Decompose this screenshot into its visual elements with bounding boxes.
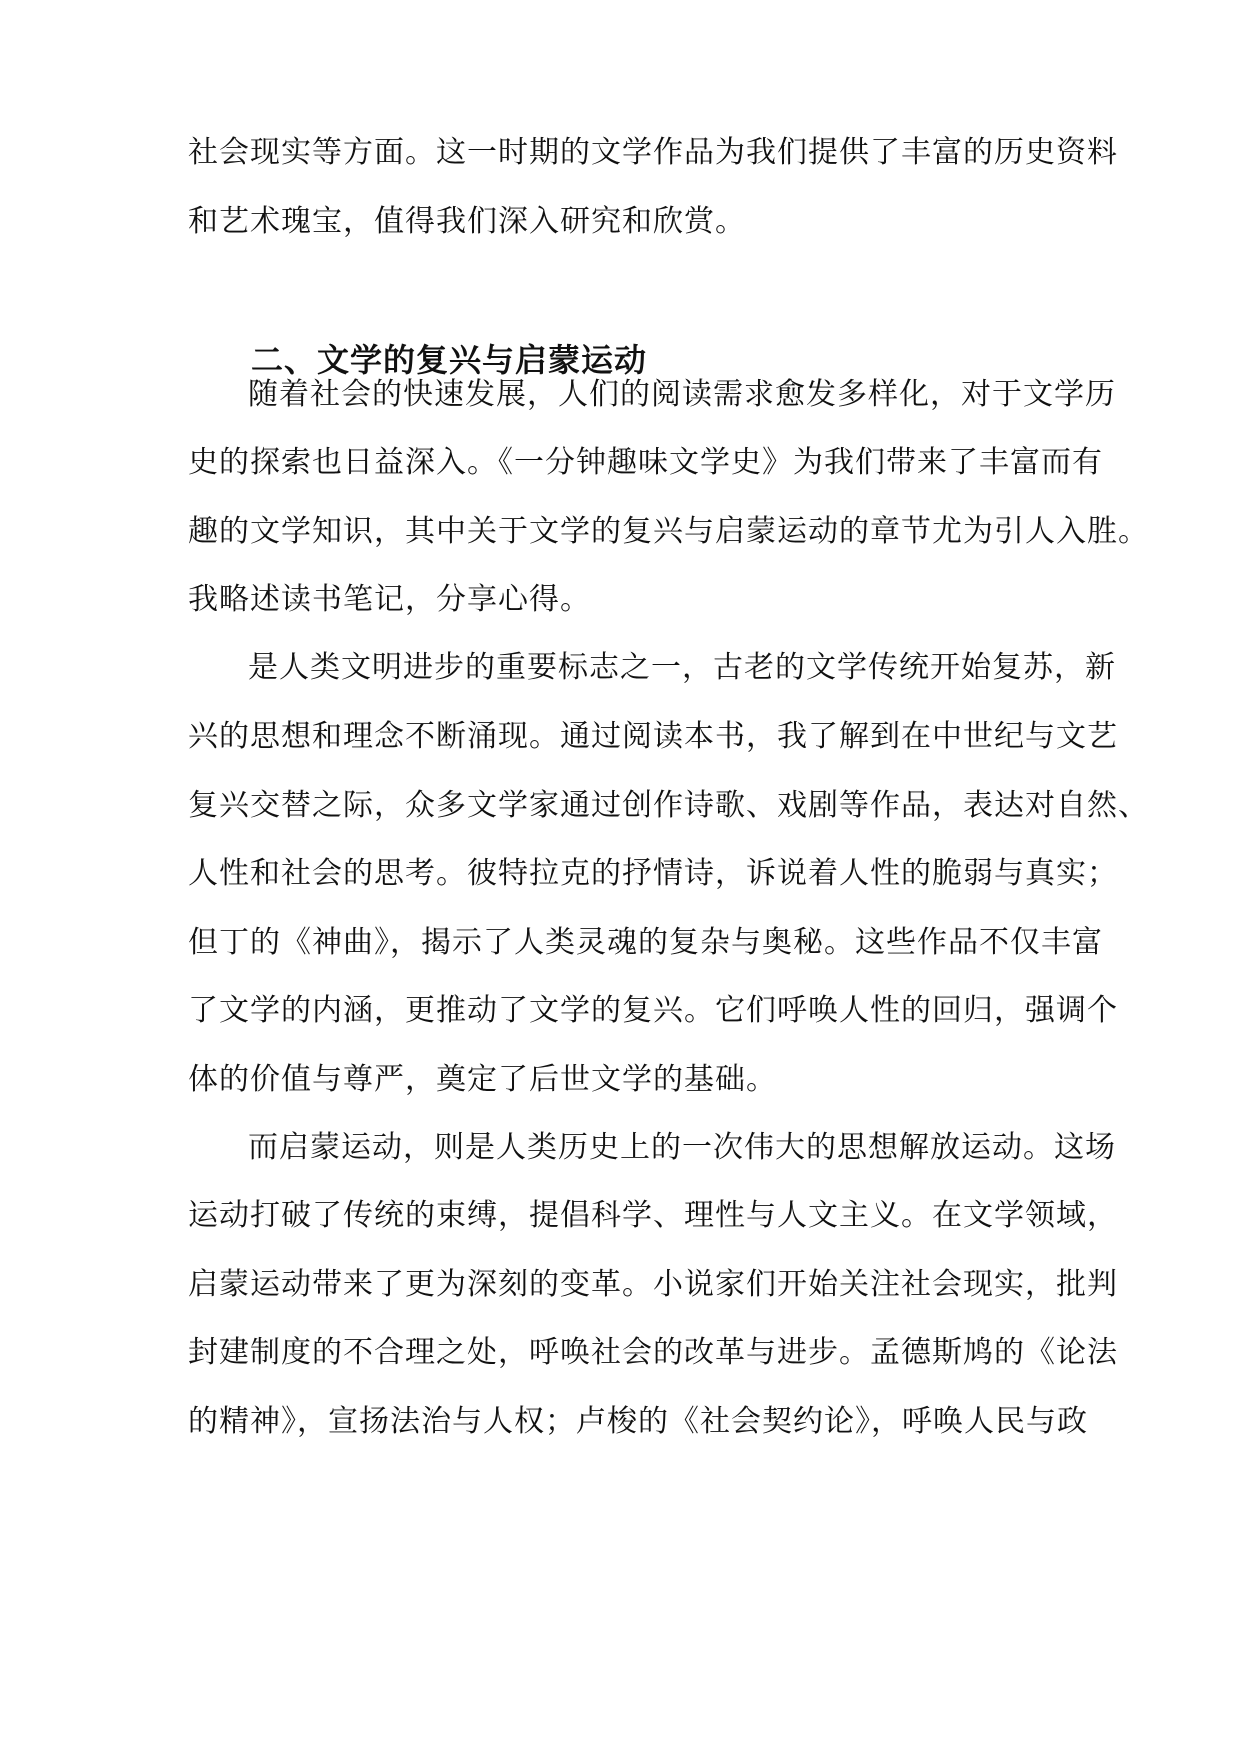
- body-line: 和艺术瑰宝，值得我们深入研究和欣赏。: [188, 204, 746, 239]
- paragraph-2-line: 但丁的《神曲》，揭示了人类灵魂的复杂与奥秘。这些作品不仅丰富: [188, 925, 1103, 960]
- paragraph-3-line: 的精神》，宣扬法治与人权；卢梭的《社会契约论》，呼唤人民与政: [188, 1404, 1088, 1439]
- body-line: 社会现实等方面。这一时期的文学作品为我们提供了丰富的历史资料: [188, 135, 1118, 170]
- paragraph-3-line: 而启蒙运动，则是人类历史上的一次伟大的思想解放运动。这场: [248, 1130, 1116, 1165]
- paragraph-3-line: 启蒙运动带来了更为深刻的变革。小说家们开始关注社会现实，批判: [188, 1267, 1118, 1302]
- paragraph-1-line: 随着社会的快速发展，人们的阅读需求愈发多样化，对于文学历: [248, 377, 1116, 412]
- paragraph-3-line: 运动打破了传统的束缚，提倡科学、理性与人文主义。在文学领域，: [188, 1198, 1118, 1233]
- paragraph-1-line: 我略述读书笔记，分享心得。: [188, 582, 591, 617]
- paragraph-2-line: 体的价值与尊严，奠定了后世文学的基础。: [188, 1062, 777, 1097]
- paragraph-2-line: 人性和社会的思考。彼特拉克的抒情诗，诉说着人性的脆弱与真实；: [188, 856, 1118, 891]
- paragraph-2-line: 复兴交替之际，众多文学家通过创作诗歌、戏剧等作品，表达对自然、: [188, 788, 1149, 823]
- paragraph-1-line: 趣的文学知识，其中关于文学的复兴与启蒙运动的章节尤为引人入胜。: [188, 514, 1149, 549]
- paragraph-2-line: 兴的思想和理念不断涌现。通过阅读本书，我了解到在中世纪与文艺: [188, 719, 1118, 754]
- paragraph-1-line: 史的探索也日益深入。《一分钟趣味文学史》为我们带来了丰富而有: [188, 445, 1103, 480]
- paragraph-2-line: 是人类文明进步的重要标志之一，古老的文学传统开始复苏，新: [248, 650, 1116, 685]
- paragraph-3-line: 封建制度的不合理之处，呼唤社会的改革与进步。孟德斯鸠的《论法: [188, 1335, 1118, 1370]
- section-heading: 二、文学的复兴与启蒙运动: [251, 341, 648, 379]
- paragraph-2-line: 了文学的内涵，更推动了文学的复兴。它们呼唤人性的回归，强调个: [188, 993, 1118, 1028]
